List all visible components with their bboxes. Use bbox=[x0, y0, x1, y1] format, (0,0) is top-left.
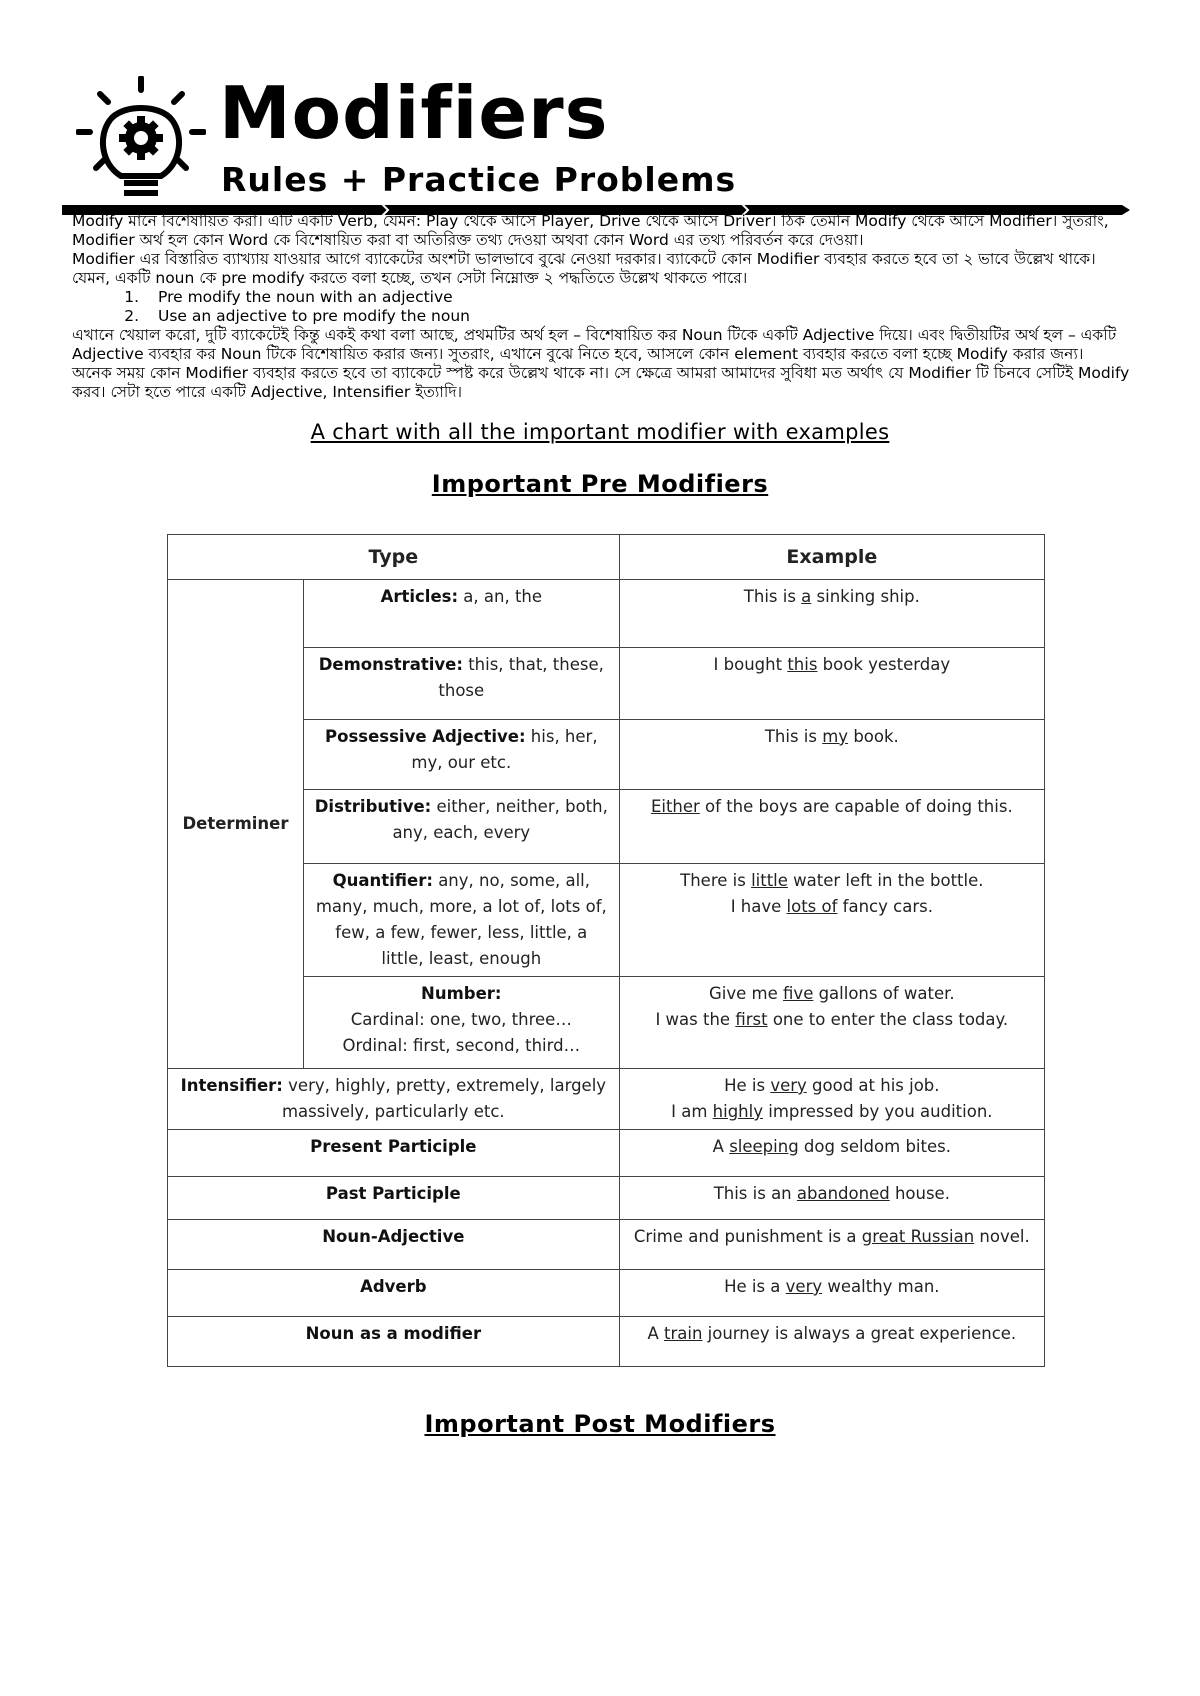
table-row bbox=[168, 1317, 1045, 1367]
example-cell: This is a sinking ship. bbox=[619, 580, 1044, 648]
table-header-row bbox=[168, 535, 1045, 580]
lightbulb-gear-icon bbox=[76, 76, 206, 206]
type-cell: Past Participle bbox=[168, 1177, 620, 1220]
table-row bbox=[168, 1270, 1045, 1317]
type-cell: Present Participle bbox=[168, 1130, 620, 1177]
chart-caption: A chart with all the important modifier with examples bbox=[310, 420, 890, 444]
type-cell: Distributive: either, neither, both, any, each, every bbox=[303, 790, 619, 864]
pre-modifiers-title: Important Pre Modifiers bbox=[431, 470, 769, 498]
intro-paragraph-1: Modify মানে বিশেষায়িত করা। এটি একটি Verb, যেমন: Play থেকে আসে Player, Drive থেকে আসে Driver। ঠিক তেমনি Modify থেকে আসে Modifier। সুতরাং, Modifier অর্থ হল কোন Word কে বিশেষায়িত করা বা অতিরিক্ত তথ্য দেওয়া অথবা কোন Word এর তথ্য পরিবর্তন করে দেওয়া। bbox=[72, 212, 1109, 249]
intro-paragraph-2: Modifier এর বিস্তারিত ব্যাখ্যায় যাওয়ার আগে ব্যাকেটের অংশটা ভালভাবে বুঝে নেওয়া দরকার। ব্যাকেটে কোন Modifier ব্যবহার করতে হবে তা ২ ভাবে উল্লেখ থাকে। যেমন, একটি noun কে pre modify করতে বলা হচ্ছে, তখন সেটা নিম্নোক্ত ২ পদ্ধতিতে উল্লেখ থাকতে পারে। bbox=[72, 250, 1096, 287]
intro-paragraph-3: এখানে খেয়াল করো, দুটি ব্যাকেটেই কিন্তু একই কথা বলা আছে, প্রথমটির অর্থ হল – বিশেষায়িত কর Noun টিকে একটি Adjective দিয়ে। এবং দ্বিতীয়টির অর্থ হল – একটি Adjective ব্যবহার কর Noun টিকে বিশেষায়িত করার জন্য। সুতরাং, এখানে বুঝে নিতে হবে, আসলে কোন element ব্যবহার করতে বলা হচ্ছে Modify করার জন্য। bbox=[72, 326, 1117, 363]
example-cell: There is little water left in the bottle. I have lots of fancy cars. bbox=[619, 864, 1044, 977]
determiner-cell: Determiner bbox=[168, 580, 304, 1069]
example-cell: I bought this book yesterday bbox=[619, 648, 1044, 720]
example-cell: He is a very wealthy man. bbox=[619, 1270, 1044, 1317]
example-cell: Crime and punishment is a great Russian novel. bbox=[619, 1220, 1044, 1270]
table-row bbox=[168, 580, 1045, 648]
page-title: Modifiers bbox=[219, 71, 609, 155]
col-header-type: Type bbox=[168, 535, 620, 580]
table-row bbox=[168, 1177, 1045, 1220]
type-cell: Intensifier: very, highly, pretty, extremely, largely massively, particularly etc. bbox=[168, 1069, 620, 1130]
example-cell: This is my book. bbox=[619, 720, 1044, 790]
example-cell: He is very good at his job. I am highly impressed by you audition. bbox=[619, 1069, 1044, 1130]
post-modifiers-title: Important Post Modifiers bbox=[424, 1410, 776, 1438]
example-cell: Give me five gallons of water. I was the first one to enter the class today. bbox=[619, 977, 1044, 1069]
pre-modifiers-table bbox=[167, 534, 1045, 1367]
type-cell: Noun-Adjective bbox=[168, 1220, 620, 1270]
type-cell: Articles: a, an, the bbox=[303, 580, 619, 648]
example-cell: A train journey is always a great experience. bbox=[619, 1317, 1044, 1367]
table-row bbox=[168, 1069, 1045, 1130]
type-cell: Adverb bbox=[168, 1270, 620, 1317]
type-cell: Quantifier: any, no, some, all, many, much, more, a lot of, lots of, few, a few, fewer, less, little, a little, least, enough bbox=[303, 864, 619, 977]
type-cell: Demonstrative: this, that, these, those bbox=[303, 648, 619, 720]
list-item: 1. Pre modify the noun with an adjective bbox=[144, 288, 1132, 307]
intro-list bbox=[72, 288, 1132, 326]
header bbox=[76, 72, 1136, 222]
table-row bbox=[168, 1130, 1045, 1177]
type-cell: Possessive Adjective: his, her, my, our etc. bbox=[303, 720, 619, 790]
type-cell: Noun as a modifier bbox=[168, 1317, 620, 1367]
example-cell: This is an abandoned house. bbox=[619, 1177, 1044, 1220]
example-cell: A sleeping dog seldom bites. bbox=[619, 1130, 1044, 1177]
intro-text bbox=[72, 212, 1132, 402]
example-cell: Either of the boys are capable of doing this. bbox=[619, 790, 1044, 864]
col-header-example: Example bbox=[619, 535, 1044, 580]
list-item: 2. Use an adjective to pre modify the noun bbox=[144, 307, 1132, 326]
table-row bbox=[168, 1220, 1045, 1270]
intro-paragraph-4: অনেক সময় কোন Modifier ব্যবহার করতে হবে তা ব্যাকেটে স্পষ্ট করে উল্লেখ থাকে না। সে ক্ষেত্রে আমরা আমাদের সুবিধা মত অর্থাৎ যে Modifier টি চিনবে সেটিই Modify করব। সেটা হতে পারে একটি Adjective, Intensifier ইত্যাদি। bbox=[72, 364, 1130, 401]
page-subtitle: Rules + Practice Problems bbox=[221, 160, 737, 199]
type-cell: Number: Cardinal: one, two, three… Ordinal: first, second, third… bbox=[303, 977, 619, 1069]
